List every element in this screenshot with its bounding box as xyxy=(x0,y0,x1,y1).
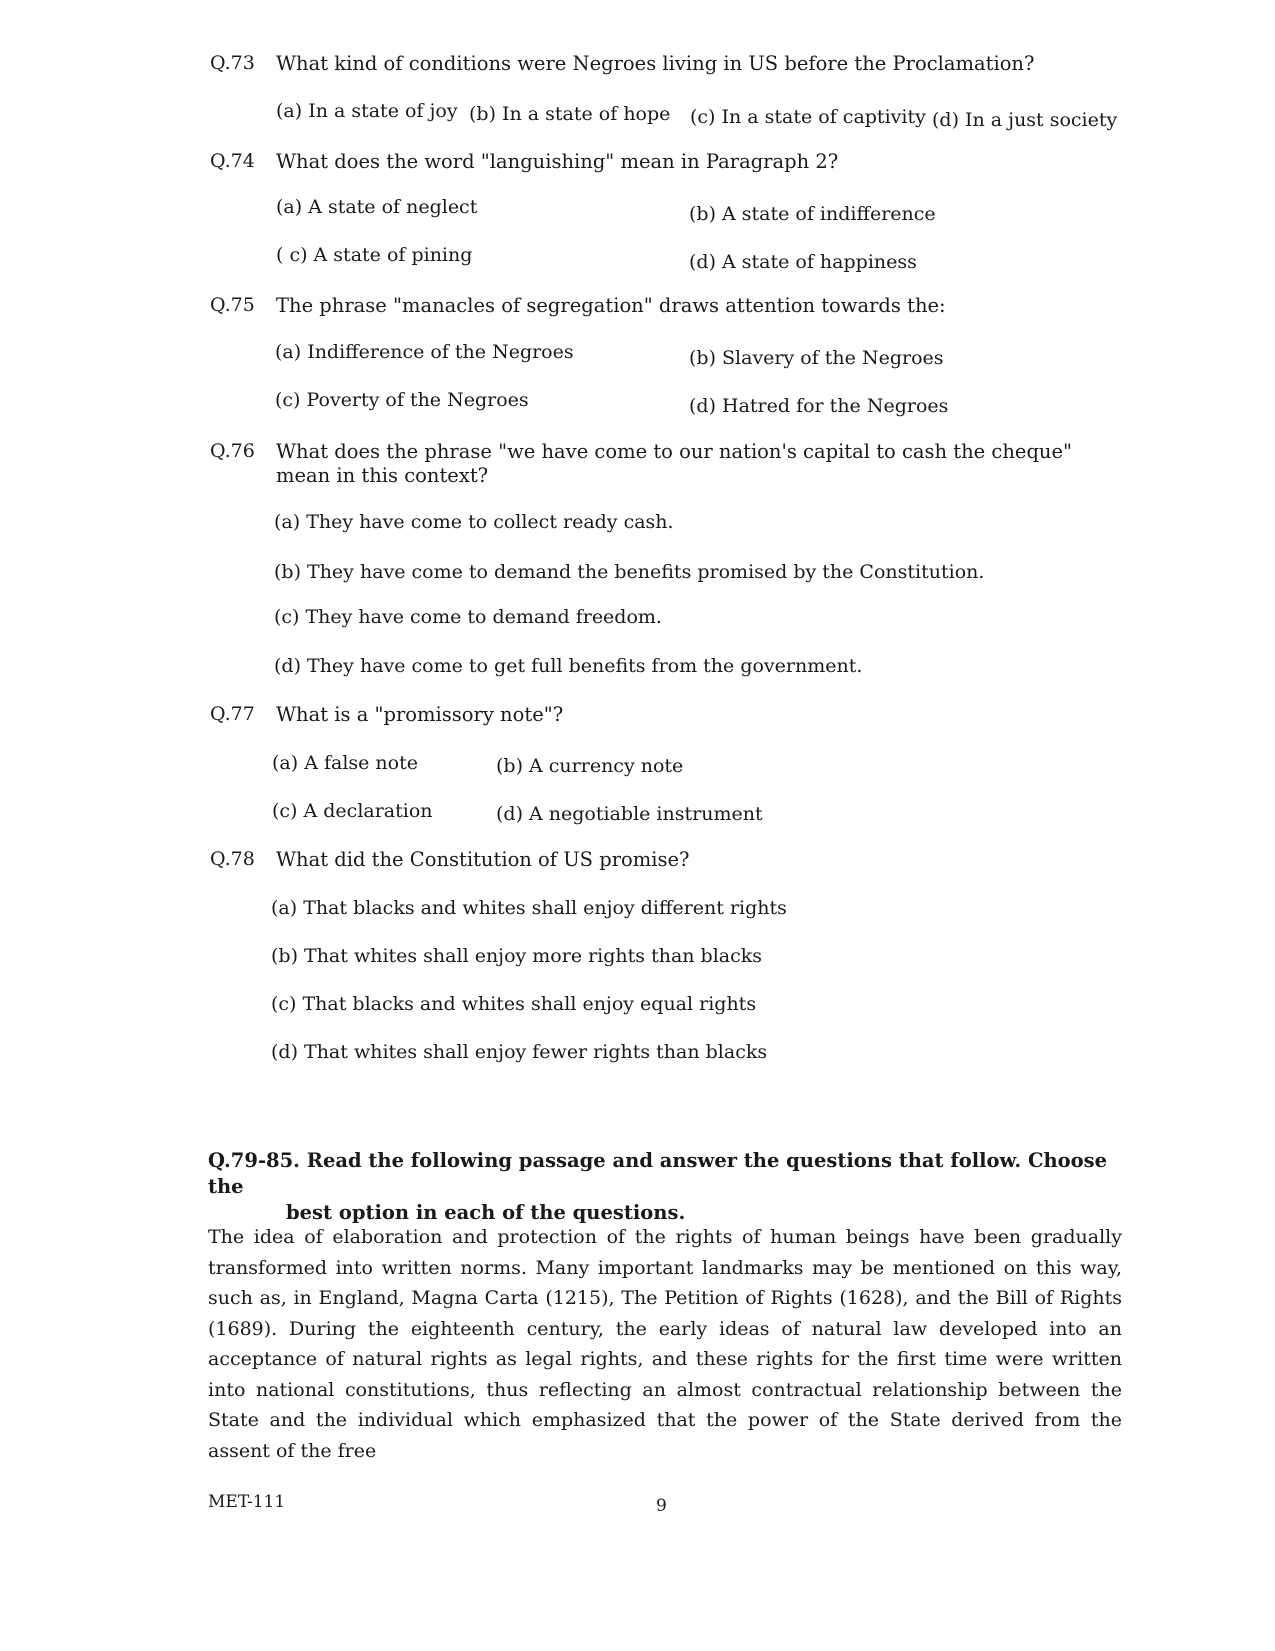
option-a: (a) In a state of joy xyxy=(276,100,458,122)
reading-passage: The idea of elaboration and protection of the rights of human beings have been gradually transformed into written norms. Many important landmarks may be mentioned on this way, such as, in England, Magna Carta (1215), The Petition of Rights (1628), and the Bill of Rights (1689). During the eighteenth century, the early ideas of natural law developed into an acceptance of natural rights as legal rights, and these rights for the first time were written into national constitutions, thus reflecting an almost contractual relationship between the State and the individual which emphasized that the power of the State derived from the assent of the free xyxy=(208,1226,1122,1462)
option-c: ( c) A state of pining xyxy=(276,244,473,266)
page-number: 9 xyxy=(656,1496,667,1516)
section-heading xyxy=(208,1148,1123,1226)
option-d: (d) In a just society xyxy=(932,109,1118,131)
question-text: What kind of conditions were Negroes living in US before the Proclamation? xyxy=(276,52,1035,75)
option-d: (d) That whites shall enjoy fewer rights than blacks xyxy=(271,1041,768,1063)
question-number: Q.74 xyxy=(210,150,255,172)
option-a: (a) That blacks and whites shall enjoy different rights xyxy=(271,897,787,919)
option-b: (b) That whites shall enjoy more rights than blacks xyxy=(271,945,763,967)
question-text: What does the phrase "we have come to our nation's capital to cash the cheque" mean in this context? xyxy=(276,440,1072,487)
option-d: (d) They have come to get full benefits from the government. xyxy=(274,655,863,677)
section-heading-line1: Q.79-85. Read the following passage and answer the questions that follow. Choose the xyxy=(208,1149,1108,1198)
option-c: (c) They have come to demand freedom. xyxy=(274,606,662,628)
question-number: Q.75 xyxy=(210,294,255,316)
option-d: (d) A negotiable instrument xyxy=(496,803,763,825)
question-number: Q.78 xyxy=(210,848,255,870)
option-d: (d) A state of happiness xyxy=(689,251,917,273)
option-d: (d) Hatred for the Negroes xyxy=(689,395,949,417)
question-text: What is a "promissory note"? xyxy=(276,703,564,726)
option-b: (b) In a state of hope xyxy=(469,103,671,125)
option-b: (b) They have come to demand the benefits promised by the Constitution. xyxy=(274,561,985,583)
paper-code: MET-111 xyxy=(208,1492,286,1512)
option-a: (a) A false note xyxy=(272,752,418,774)
option-c: (c) A declaration xyxy=(272,800,433,822)
option-b: (b) Slavery of the Negroes xyxy=(689,347,944,369)
option-a: (a) Indifference of the Negroes xyxy=(275,341,574,363)
option-a: (a) A state of neglect xyxy=(276,196,478,218)
option-b: (b) A state of indifference xyxy=(689,203,936,225)
question-number: Q.76 xyxy=(210,440,255,462)
question-text: The phrase "manacles of segregation" draws attention towards the: xyxy=(276,294,946,317)
question-text: What does the word "languishing" mean in Paragraph 2? xyxy=(276,150,839,173)
option-c: (c) Poverty of the Negroes xyxy=(275,389,529,411)
question-number: Q.73 xyxy=(210,52,255,74)
option-c: (c) In a state of captivity xyxy=(690,106,926,128)
question-text: What did the Constitution of US promise? xyxy=(276,848,690,871)
option-c: (c) That blacks and whites shall enjoy equal rights xyxy=(271,993,757,1015)
question-number: Q.77 xyxy=(210,703,255,725)
option-a: (a) They have come to collect ready cash. xyxy=(274,511,674,533)
option-b: (b) A currency note xyxy=(496,755,684,777)
section-heading-line2: best option in each of the questions. xyxy=(286,1201,686,1224)
